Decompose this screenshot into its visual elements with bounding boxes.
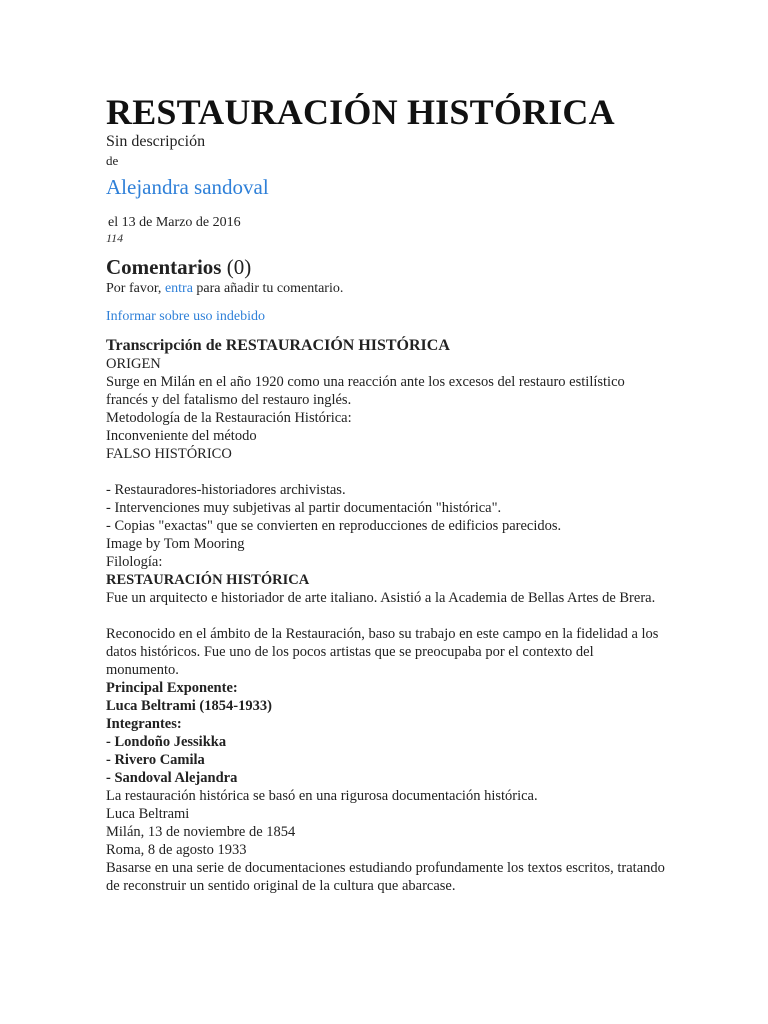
transcript-line (106, 607, 666, 625)
comment-prompt-prefix: Por favor, (106, 281, 162, 296)
transcript-line: Metodología de la Restauración Histórica: (106, 410, 352, 426)
transcript-line: Integrantes: (106, 716, 182, 732)
transcript-line: Image by Tom Mooring (106, 536, 245, 552)
transcript-line: FALSO HISTÓRICO (106, 446, 232, 462)
login-link[interactable]: entra (164, 281, 193, 296)
transcript-line: La restauración histórica se basó en una rigurosa documentación histórica. (106, 788, 538, 804)
transcript-line: Reconocido en el ámbito de la Restauración, baso su trabajo en este campo en la fidelidad a los datos históricos. Fue uno de los pocos artistas que se preocupaba por el contexto del monumento. (106, 626, 659, 678)
transcript-line: Basarse en una serie de documentaciones estudiando profundamente los textos escritos, tratando de reconstruir un sentido original de la cultura que abarcase. (106, 860, 665, 894)
report-abuse-link[interactable]: Informar sobre uso indebido (106, 309, 266, 324)
transcript-line: Surge en Milán en el año 1920 como una reacción ante los excesos del restauro estilístico francés y del fatalismo del restauro inglés. (106, 374, 625, 408)
comments-count: (0) (226, 255, 252, 279)
transcript-line: - Londoño Jessikka (106, 734, 227, 750)
transcript-line: - Copias "exactas" que se convierten en reproducciones de edificios parecidos. (106, 518, 562, 534)
transcript-line: RESTAURACIÓN HISTÓRICA (106, 572, 310, 588)
transcript-line: - Rivero Camila (106, 752, 205, 768)
transcript-line: - Intervenciones muy subjetivas al partir documentación "histórica". (106, 500, 502, 516)
publish-date: el 13 de Marzo de 2016 (108, 215, 241, 230)
comment-prompt-suffix: para añadir tu comentario. (196, 281, 344, 296)
transcript-line: Luca Beltrami (1854-1933) (106, 698, 272, 714)
transcript-line: Filología: (106, 554, 163, 570)
transcript-line (106, 463, 666, 481)
author-link[interactable]: Alejandra sandoval (106, 175, 269, 199)
transcript-line: Principal Exponente: (106, 680, 238, 696)
transcript-heading: Transcripción de RESTAURACIÓN HISTÓRICA (106, 337, 450, 354)
author-by-label: de (106, 153, 119, 168)
transcript-line: Roma, 8 de agosto 1933 (106, 842, 247, 858)
transcript-line: Luca Beltrami (106, 806, 190, 822)
transcript-line: ORIGEN (106, 356, 161, 372)
description: Sin descripción (106, 133, 206, 150)
transcript-body (106, 355, 666, 895)
comment-login-prompt (106, 280, 666, 298)
page-title: RESTAURACIÓN HISTÓRICA (106, 92, 615, 132)
transcript-line: Fue un arquitecto e historiador de arte italiano. Asistió a la Academia de Bellas Artes de Brera. (106, 590, 656, 606)
transcript-line: Inconveniente del método (106, 428, 257, 444)
comments-heading-label: Comentarios (106, 255, 222, 279)
comments-heading (106, 255, 666, 279)
view-count: 114 (106, 231, 124, 245)
transcript-line: Milán, 13 de noviembre de 1854 (106, 824, 296, 840)
transcript-line: - Restauradores-historiadores archivistas. (106, 482, 346, 498)
transcript-line: - Sandoval Alejandra (106, 770, 238, 786)
